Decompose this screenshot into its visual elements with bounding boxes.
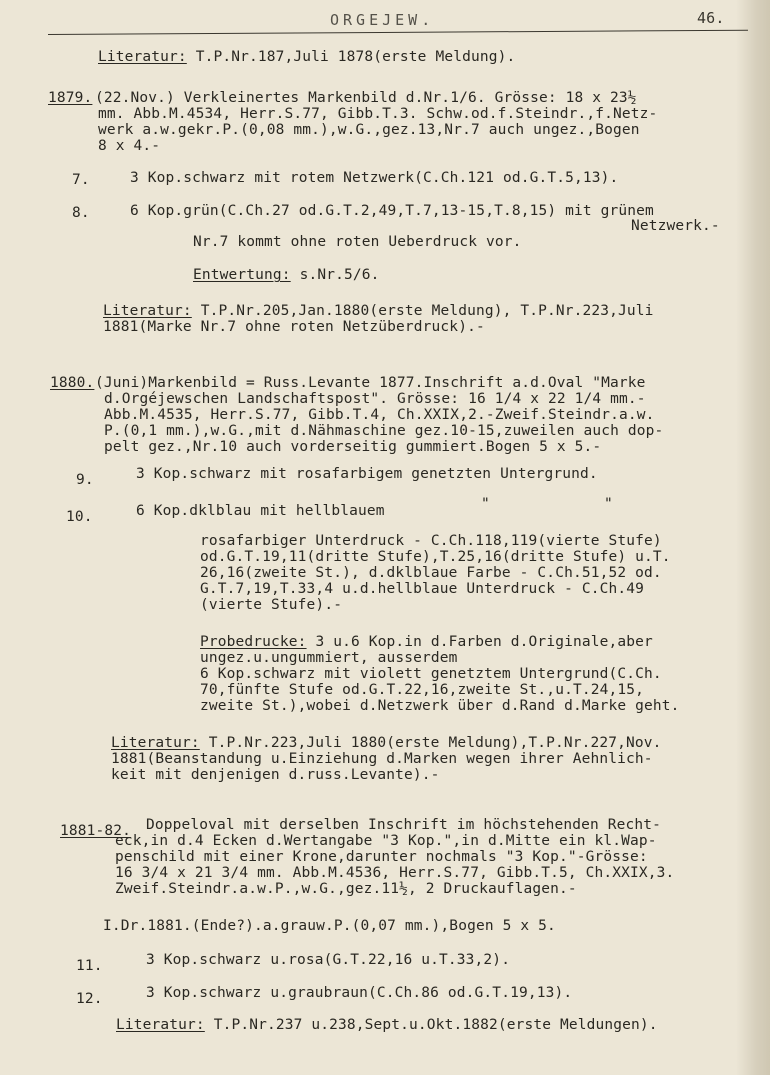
ditto-mark-1: " — [481, 496, 490, 512]
probedrucke-line-4: 70,fünfte Stufe od.G.T.22,16,zweite St.,u.T.24,15, — [200, 682, 644, 698]
section-1879-line-4: 8 x 4.- — [98, 138, 161, 154]
item-number-9: 9. — [76, 472, 94, 488]
literature-line-1881c: keit mit denjenigen d.russ.Levante).- — [111, 767, 440, 783]
item-10-desc-2: od.G.T.19,11(dritte Stufe),T.25,16(dritte Stufe) u.T. — [200, 549, 671, 565]
literature-line-1880a: Literatur: T.P.Nr.205,Jan.1880(erste Meldung), T.P.Nr.223,Juli — [103, 303, 654, 319]
probedrucke-line-3: 6 Kop.schwarz mit violett genetztem Untergrund(C.Ch. — [200, 666, 662, 682]
section-1880-line-2: d.Orgéjewschen Landschaftspost". Grösse: 16 1/4 x 22 1/4 mm.- — [104, 391, 646, 407]
section-1880-line-4: P.(0,1 mm.),w.G.,mit d.Nähmaschine gez.10-15,zuweilen auch dop- — [104, 423, 664, 439]
year-1879: 1879. — [48, 90, 93, 106]
header-rule — [48, 30, 748, 35]
probedrucke-line-2: ungez.u.ungummiert, ausserdem — [200, 650, 458, 666]
year-1880: 1880. — [50, 375, 95, 391]
section-1881-line-1: Doppeloval mit derselben Inschrift im höchstehenden Recht- — [146, 817, 662, 833]
probedrucke-line-5: zweite St.),wobei d.Netzwerk über d.Rand d.Marke geht. — [200, 698, 680, 714]
item-number-12: 12. — [76, 991, 103, 1007]
first-printing-line: I.Dr.1881.(Ende?).a.grauw.P.(0,07 mm.),Bogen 5 x 5. — [103, 918, 556, 934]
page-title: ORGEJEW. — [330, 11, 435, 29]
literature-line-1880b: 1881(Marke Nr.7 ohne roten Netzüberdruck).- — [103, 319, 485, 335]
item-8-line-1: 6 Kop.grün(C.Ch.27 od.G.T.2,49,T.7,13-15,T.8,15) mit grünem — [130, 203, 654, 219]
section-1879-line-1: (22.Nov.) Verkleinertes Markenbild d.Nr.1/6. Grösse: 18 x 23½ — [95, 90, 637, 106]
item-number-7: 7. — [72, 172, 90, 188]
item-10-desc-3: 26,16(zweite St.), d.dklblaue Farbe - C.Ch.51,52 od. — [200, 565, 662, 581]
item-9-text: 3 Kop.schwarz mit rosafarbigem genetzten Untergrund. — [136, 466, 598, 482]
item-10-desc-4: G.T.7,19,T.33,4 u.d.hellblaue Unterdruck - C.Ch.49 — [200, 581, 644, 597]
ditto-mark-2: " — [604, 496, 613, 512]
item-10-text: 6 Kop.dklblau mit hellblauem — [136, 503, 385, 519]
page-edge — [736, 0, 770, 1075]
section-1880-line-3: Abb.M.4535, Herr.S.77, Gibb.T.4, Ch.XXIX,2.-Zweif.Steindr.a.w. — [104, 407, 655, 423]
literature-line-1881a: Literatur: T.P.Nr.223,Juli 1880(erste Meldung),T.P.Nr.227,Nov. — [111, 735, 662, 751]
item-7-text: 3 Kop.schwarz mit rotem Netzwerk(C.Ch.121 od.G.T.5,13). — [130, 170, 619, 186]
item-8-line-2: Netzwerk.- — [631, 218, 720, 234]
page-number: 46. — [697, 9, 725, 27]
section-1881-line-2: eck,in d.4 Ecken d.Wertangabe "3 Kop.",in d.Mitte ein kl.Wap- — [115, 833, 657, 849]
section-1880-line-5: pelt gez.,Nr.10 auch vorderseitig gummiert.Bogen 5 x 5.- — [104, 439, 602, 455]
literature-line-1881b: 1881(Beanstandung u.Einziehung d.Marken wegen ihrer Aehnlich- — [111, 751, 653, 767]
year-1881-82: 1881-82. — [60, 823, 132, 839]
literature-line-1878: Literatur: T.P.Nr.187,Juli 1878(erste Meldung). — [98, 49, 516, 65]
section-1881-line-3: penschild mit einer Krone,darunter nochmals "3 Kop."-Grösse: — [115, 849, 648, 865]
section-1881-line-5: Zweif.Steindr.a.w.P.,w.G.,gez.11½, 2 Druckauflagen.- — [115, 881, 577, 897]
entwertung-line: Entwertung: s.Nr.5/6. — [193, 267, 380, 283]
probedrucke-line-1: Probedrucke: 3 u.6 Kop.in d.Farben d.Originale,aber — [200, 634, 653, 650]
item-12-text: 3 Kop.schwarz u.graubraun(C.Ch.86 od.G.T.19,13). — [146, 985, 573, 1001]
literature-line-1882: Literatur: T.P.Nr.237 u.238,Sept.u.Okt.1882(erste Meldungen). — [116, 1017, 658, 1033]
item-10-desc-5: (vierte Stufe).- — [200, 597, 343, 613]
item-11-text: 3 Kop.schwarz u.rosa(G.T.22,16 u.T.33,2). — [146, 952, 511, 968]
item-number-10: 10. — [66, 509, 93, 525]
item-number-8: 8. — [72, 205, 90, 221]
item-10-desc-1: rosafarbiger Unterdruck - C.Ch.118,119(vierte Stufe) — [200, 533, 662, 549]
section-1879-line-3: werk a.w.gekr.P.(0,08 mm.),w.G.,gez.13,Nr.7 auch ungez.,Bogen — [98, 122, 640, 138]
section-1880-line-1: (Juni)Markenbild = Russ.Levante 1877.Inschrift a.d.Oval "Marke — [95, 375, 646, 391]
section-1881-line-4: 16 3/4 x 21 3/4 mm. Abb.M.4536, Herr.S.77, Gibb.T.5, Ch.XXIX,3. — [115, 865, 675, 881]
item-number-11: 11. — [76, 958, 103, 974]
note-nr7: Nr.7 kommt ohne roten Ueberdruck vor. — [193, 234, 522, 250]
section-1879-line-2: mm. Abb.M.4534, Herr.S.77, Gibb.T.3. Schw.od.f.Steindr.,f.Netz- — [98, 106, 658, 122]
